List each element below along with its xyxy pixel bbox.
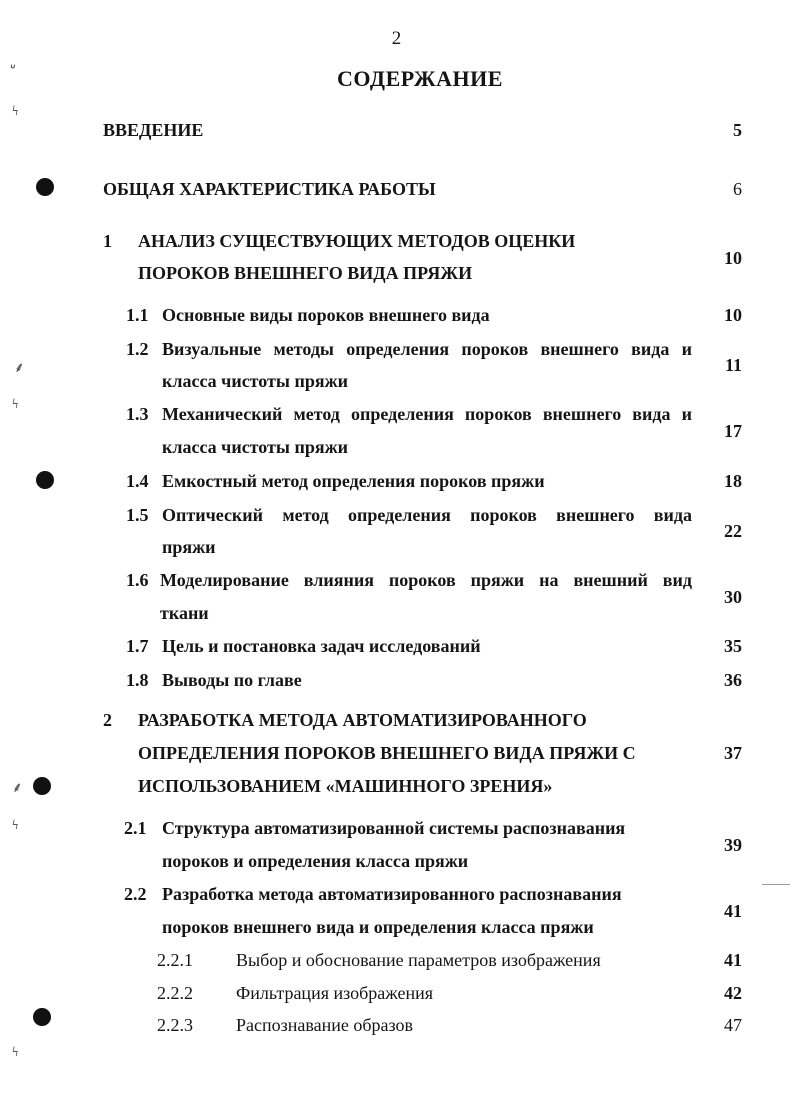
toc-entry-page: 47 bbox=[724, 1015, 742, 1035]
toc-entry-number: 1.1 bbox=[126, 305, 149, 325]
toc-entry-text: пряжи bbox=[162, 537, 216, 557]
toc-entry-page: 30 bbox=[724, 587, 742, 607]
toc-entry-text: Моделирование влияния пороков пряжи на внешний вид bbox=[160, 570, 692, 590]
toc-entry-page: 42 bbox=[724, 983, 742, 1003]
toc-entry-text: Структура автоматизированной системы распознавания bbox=[162, 818, 626, 838]
toc-entry-text: Механический метод определения пороков внешнего вида и bbox=[162, 404, 692, 424]
toc-entry-text: ОПРЕДЕЛЕНИЯ ПОРОКОВ ВНЕШНЕГО ВИДА ПРЯЖИ С bbox=[138, 743, 636, 763]
toc-entry-number: 1.3 bbox=[126, 404, 149, 424]
toc-entry-text: Емкостный метод определения пороков пряжи bbox=[162, 471, 545, 491]
toc-entry-page: 10 bbox=[724, 305, 742, 325]
toc-entry-text: класса чистоты пряжи bbox=[162, 371, 348, 391]
scan-speck: ⸙ bbox=[12, 781, 23, 796]
toc-entry-page: 18 bbox=[724, 471, 742, 491]
scan-speck: ϟ bbox=[12, 104, 19, 119]
toc-entry-text: класса чистоты пряжи bbox=[162, 437, 348, 457]
toc-entry-number: 1.2 bbox=[126, 339, 149, 359]
binder-hole bbox=[33, 1008, 51, 1026]
toc-entry-text: ОБЩАЯ ХАРАКТЕРИСТИКА РАБОТЫ bbox=[103, 179, 436, 199]
toc-entry-page: 39 bbox=[724, 835, 742, 855]
toc-entry-text: Основные виды пороков внешнего вида bbox=[162, 305, 490, 325]
toc-entry-number: 1.6 bbox=[126, 570, 149, 590]
page-title: СОДЕРЖАНИЕ bbox=[337, 66, 503, 91]
toc-entry-text: РАЗРАБОТКА МЕТОДА АВТОМАТИЗИРОВАННОГО bbox=[138, 710, 587, 730]
toc-entry-page: 36 bbox=[724, 670, 742, 690]
toc-entry-number: 2.1 bbox=[124, 818, 147, 838]
binder-hole bbox=[33, 777, 51, 795]
toc-entry-text: ПОРОКОВ ВНЕШНЕГО ВИДА ПРЯЖИ bbox=[138, 263, 473, 283]
toc-entry-text: пороков внешнего вида и определения класса пряжи bbox=[162, 917, 594, 937]
toc-entry-page: 22 bbox=[724, 521, 742, 541]
toc-entry-page: 10 bbox=[724, 248, 742, 268]
toc-entry-number: 2.2 bbox=[124, 884, 147, 904]
toc-entry-number: 1.5 bbox=[126, 505, 149, 525]
toc-entry-number: 2.2.1 bbox=[157, 950, 193, 970]
toc-entry-text: Цель и постановка задач исследований bbox=[162, 636, 481, 656]
scan-mark bbox=[762, 884, 790, 885]
binder-hole bbox=[36, 178, 54, 196]
toc-entry-text: Визуальные методы определения пороков внешнего вида и bbox=[162, 339, 692, 359]
toc-entry-number: 1.8 bbox=[126, 670, 149, 690]
scan-speck: ϟ bbox=[12, 397, 19, 412]
scan-speck: ϟ bbox=[12, 818, 19, 833]
toc-entry-number: 2.2.3 bbox=[157, 1015, 193, 1035]
toc-entry-number: 1.7 bbox=[126, 636, 149, 656]
toc-entry-text: Фильтрация изображения bbox=[236, 983, 433, 1003]
toc-entry-text: пороков и определения класса пряжи bbox=[162, 851, 469, 871]
toc-entry-page: 35 bbox=[724, 636, 742, 656]
toc-entry-text: Оптический метод определения пороков внешнего вида bbox=[162, 505, 692, 525]
toc-entry-text: Выводы по главе bbox=[162, 670, 302, 690]
toc-entry-number: 2 bbox=[103, 710, 112, 730]
toc-entry-page: 41 bbox=[724, 901, 742, 921]
toc-entry-text: Распознавание образов bbox=[236, 1015, 414, 1035]
toc-entry-text: Разработка метода автоматизированного распознавания bbox=[162, 884, 622, 904]
toc-entry-text: ВВЕДЕНИЕ bbox=[103, 120, 204, 140]
toc-entry-text: АНАЛИЗ СУЩЕСТВУЮЩИХ МЕТОДОВ ОЦЕНКИ bbox=[138, 231, 576, 251]
scan-speck: ⸙ bbox=[14, 361, 25, 376]
page-number: 2 bbox=[391, 28, 402, 49]
toc-entry-page: 37 bbox=[724, 743, 742, 763]
toc-entry-number: 1.4 bbox=[126, 471, 149, 491]
toc-entry-page: 41 bbox=[724, 950, 742, 970]
toc-entry-text: Выбор и обоснование параметров изображения bbox=[236, 950, 601, 970]
toc-entry-text: ИСПОЛЬЗОВАНИЕМ «МАШИННОГО ЗРЕНИЯ» bbox=[138, 776, 553, 796]
toc-entry-number: 1 bbox=[103, 231, 112, 251]
scan-speck: ϟ bbox=[12, 1045, 19, 1060]
toc-entry-page: 5 bbox=[733, 120, 742, 140]
toc-entry-page: 6 bbox=[733, 179, 742, 199]
scan-speck: ᐡ bbox=[10, 63, 16, 78]
binder-hole bbox=[36, 471, 54, 489]
toc-entry-text: ткани bbox=[160, 603, 209, 623]
toc-entry-page: 11 bbox=[724, 355, 742, 375]
toc-entry-number: 2.2.2 bbox=[157, 983, 193, 1003]
toc-entry-page: 17 bbox=[724, 421, 742, 441]
